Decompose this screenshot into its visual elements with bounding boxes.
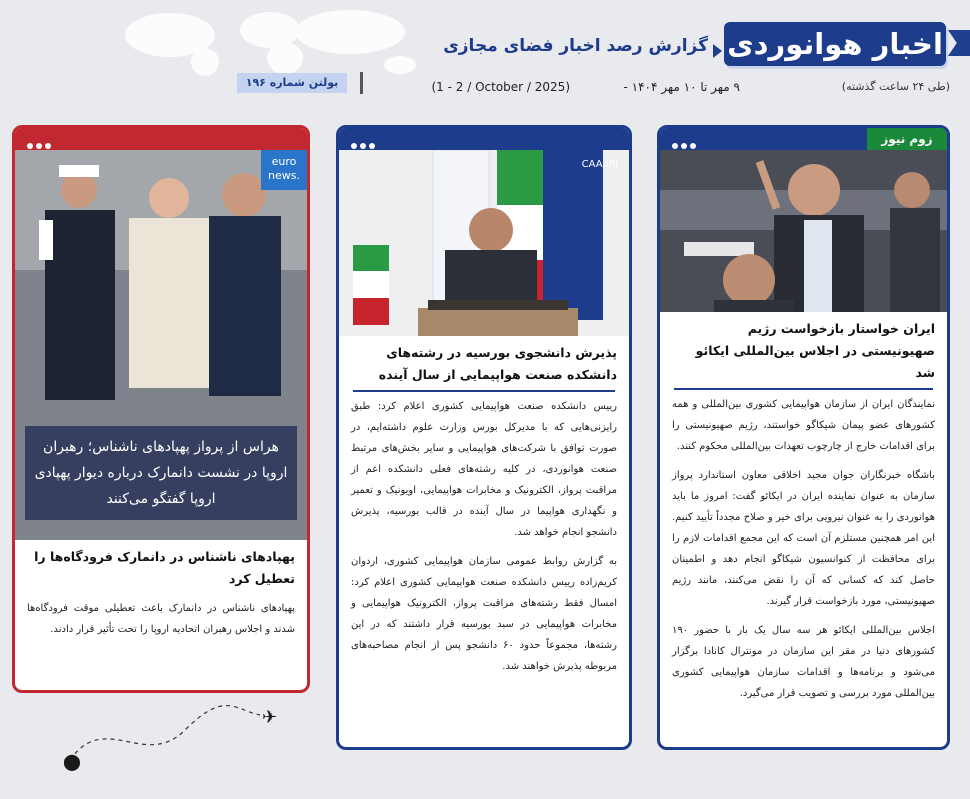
news-paragraph: پهپادهای ناشناس در دانمارک باعث تعطیلی موقت فرودگاه‌ها شدند و اجلاس رهبران اتحادیه اروپا را تحت تأثیر قرار دادند. — [27, 603, 295, 635]
page-title: اخبار هوانوردی — [724, 22, 946, 66]
plane-icon: ✈ — [262, 707, 278, 728]
news-card-scholarship[interactable] — [336, 125, 632, 750]
euronews-logo-line2: news. — [268, 169, 300, 182]
news-paragraph: رییس دانشکده صنعت هواپیمایی کشوری اعلام کرد: طبق رایزنی‌هایی که با مدیرکل بورس وزارت علوم داشته‌ایم، در صورت توافق با شرکت‌های هواپیمایی و سایر بخش‌های مرتبط صنعت هوانوردی، در کلیه رشته‌های فعلی دانشکده اعم از مراقبت پرواز، الکترونیک و مخابرات هواپیمایی، اویونیک و تعمیر و نگهداری هواپیما در سال آینده در قالب بورسیه، پذیرش دانشجو انجام خواهد شد. — [351, 401, 617, 538]
location-pin-icon: ⬤ — [63, 752, 81, 771]
header-corner-accent — [948, 30, 970, 56]
news-card-denmark-drones[interactable] — [12, 125, 310, 693]
header-arrow — [713, 44, 722, 58]
world-map-decoration — [110, 0, 440, 80]
news-photo — [660, 150, 947, 312]
caa-logo: CAA.IRI — [581, 159, 619, 170]
date-gregorian: (1 - 2 / October / 2025) — [431, 80, 570, 94]
card-header-bar — [339, 128, 629, 150]
news-card-icao[interactable] — [657, 125, 950, 750]
news-photo — [339, 150, 629, 336]
card-header-bar — [15, 128, 307, 150]
bulletin-number: بولتن شماره ۱۹۶ — [237, 73, 347, 93]
news-photo — [15, 150, 307, 540]
news-headline[interactable]: پهپادهای ناشناس در دانمارک فرودگاه‌ها را تعطیل کرد — [34, 549, 295, 586]
news-paragraph: اجلاس بین‌المللی ایکائو هر سه سال یک بار با حضور ۱۹۰ کشورهای دنیا در مقر این سازمان در مونترال کانادا برگزار می‌شود و برنامه‌ها و اقدامات سازمان هواپیمایی کشوری بین‌المللی مورد بررسی و تصویب قرار می‌گیرد. — [672, 625, 935, 699]
news-paragraph: نمایندگان ایران از سازمان هواپیمایی کشوری بین‌المللی و همه کشورهای عضو پیمان شیکاگو خواستند، رژیم صهیونیستی را برای اقدامات خارج از چارچوب تعهدات بین‌المللی محکوم کنند. — [672, 399, 935, 452]
period-note: (طی ۲۴ ساعت گذشته) — [841, 80, 950, 93]
euronews-logo — [261, 150, 307, 190]
news-headline[interactable]: پذیرش دانشجوی بورسیه در رشته‌های دانشکده صنعت هواپیمایی از سال آینده — [378, 345, 617, 382]
news-paragraph: باشگاه خبرنگاران جوان مجید اخلاقی معاون استاندارد پرواز سازمان به عنوان نماینده ایران در ایکائو گفت: امروز ما باید هوانوردی را به عنوان نیرویی برای خیر و صلاح مجدداً تأیید کنیم. این امر همچنین مستلزم آن است که این مجمع اقدامات لازم را برای محافظت از کنوانسیون شیکاگو انجام دهد و اطمینان حاصل کند که کسانی که آن را نقض می‌کنند، مانند رژیم صهیونیستی، مورد بازخواست قرار گیرند. — [672, 470, 935, 607]
news-headline[interactable]: ایران خواستار بازخواست رژیم صهیونیستی در اجلاس بین‌المللی ایکائو شد — [695, 321, 935, 380]
zoomnews-logo: زوم نیوز — [867, 128, 947, 150]
bracket-divider — [360, 72, 363, 94]
photo-caption: هراس از پرواز پهپادهای ناشناس؛ رهبران اروپا در نشست دانمارک درباره دیوار پهپادی اروپا گفتگو می‌کنند — [25, 426, 297, 520]
page-subtitle: گزارش رصد اخبار فضای مجازی — [443, 36, 708, 56]
card-header-bar — [660, 128, 947, 150]
news-paragraph: به گزارش روابط عمومی سازمان هواپیمایی کشوری، اردوان کریم‌زاده رییس دانشکده صنعت هواپیمایی کشوری اعلام کرد: امسال فقط رشته‌های مراقبت پرواز، الکترونیک هواپیمایی و مخابرات هواپیمایی در سبد بورسیه قرار داشتند که در این رشته‌ها، مجموعاً حدود ۶۰ دانشجو پس از انجام مصاحبه‌های مربوطه پذیرش خواهند شد. — [351, 556, 617, 672]
dashed-flight-path — [65, 700, 265, 770]
conference-photo-illustration — [660, 150, 947, 312]
date-range: ۹ مهر تا ۱۰ مهر ۱۴۰۴ - — [623, 80, 740, 94]
euronews-logo-line1: euro — [271, 155, 297, 168]
